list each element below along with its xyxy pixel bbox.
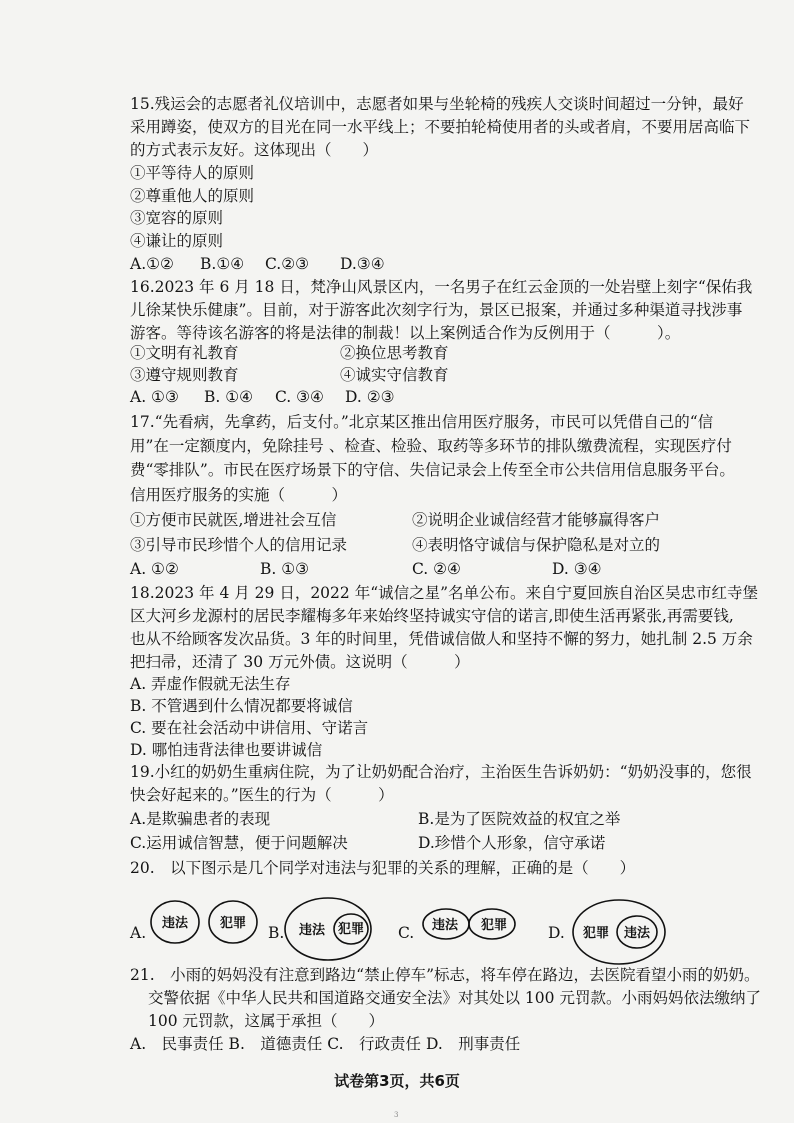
q17-line-4: 信用医疗服务的实施（ ） xyxy=(130,486,348,504)
diagram-d-crime-label: 犯罪 xyxy=(582,926,610,941)
q19-line-1: 19.小红的奶奶生重病住院，为了让奶奶配合治疗，主治医生告诉奶奶：“奶奶没事的，您很 xyxy=(130,763,752,781)
q19-option-c: C.运用诚信智慧，便于问题解决 xyxy=(130,834,348,852)
diagram-b-illegal-label: 违法 xyxy=(298,923,326,938)
q15-item-3: ③宽容的原则 xyxy=(130,209,224,227)
q20-line: 20. 以下图示是几个同学对违法与犯罪的关系的理解，正确的是（ ） xyxy=(130,859,636,877)
q20-letter-a: A. xyxy=(130,924,147,942)
q16-line-2: 儿徐某快乐健康”。目前，对于游客此次刻字行为，景区已报案，并通过多种渠道寻找涉事 xyxy=(130,301,743,319)
q15-line-1: 15.残运会的志愿者礼仪培训中，志愿者如果与坐轮椅的残疾人交谈时间超过一分钟，最好 xyxy=(130,95,744,113)
q17-line-2: 用”在一定额度内，免除挂号 、检查、检验、取药等多环节的排队缴费流程，实现医疗付 xyxy=(130,437,732,455)
q15-line-2: 采用蹲姿，使双方的目光在同一水平线上；不要拍轮椅使用者的头或者肩，不要用居高临下 xyxy=(130,118,751,136)
q15-line-3: 的方式表示友好。这体现出（ ） xyxy=(130,141,379,159)
q19-option-b: B.是为了医院效益的权宜之举 xyxy=(418,810,621,828)
q18-option-c: C. 要在社会活动中讲信用、守诺言 xyxy=(130,719,369,737)
q18-option-b: B. 不管遇到什么情况都要将诚信 xyxy=(130,697,353,715)
diagram-c-crime-label: 犯罪 xyxy=(480,918,508,933)
diagram-a-illegal-label: 违法 xyxy=(161,916,189,931)
q16-line-3: 游客。等待该名游客的将是法律的制裁！以上案例适合作为反例用于（ ）。 xyxy=(130,324,681,342)
diagram-c-illegal-label: 违法 xyxy=(431,918,459,933)
q15-option-d: D.③④ xyxy=(340,255,385,273)
q16-item-4: ④诚实守信教育 xyxy=(340,366,449,384)
q16-item-1: ①文明有礼教育 xyxy=(130,344,239,362)
q18-option-d: D. 哪怕违背法律也要讲诚信 xyxy=(130,741,323,759)
diagram-b-crime-label: 犯罪 xyxy=(337,922,365,937)
q21-line-2: 交警依据《中华人民共和国道路交通安全法》对其处以 100 元罚款。小雨妈妈依法缴纳了 xyxy=(148,989,761,1007)
q16-option-d: D. ②③ xyxy=(345,388,395,406)
q15-item-1: ①平等待人的原则 xyxy=(130,164,255,182)
q16-option-a: A. ①③ xyxy=(130,388,179,406)
q18-line-4: 把扫帚，还清了 30 万元外债。这说明（ ） xyxy=(130,653,470,671)
q17-item-2: ②说明企业诚信经营才能够赢得客户 xyxy=(412,511,661,529)
q21-options: A. 民事责任 B. 道德责任 C. 行政责任 D. 刑事责任 xyxy=(130,1035,521,1053)
q17-option-d: D. ③④ xyxy=(552,560,602,578)
q15-option-a: A.①② xyxy=(130,255,174,273)
q20-letter-c: C. xyxy=(398,924,415,942)
q15-item-4: ④谦让的原则 xyxy=(130,232,224,250)
q17-option-a: A. ①② xyxy=(130,560,179,578)
q20-letter-d: D. xyxy=(548,924,565,942)
q18-line-1: 18.2023 年 4 月 29 日，2022 年“诚信之星”名单公布。来自宁夏回族自治区吴忠市红寺堡 xyxy=(130,584,759,602)
q16-option-c: C. ③④ xyxy=(275,388,324,406)
q17-option-c: C. ②④ xyxy=(412,560,461,578)
q17-line-1: 17.“先看病，先拿药，后支付。”北京某区推出信用医疗服务，市民可以凭借自己的“信 xyxy=(130,413,714,431)
q15-item-2: ②尊重他人的原则 xyxy=(130,187,255,205)
q18-line-2: 区大河乡龙源村的居民李耀梅多年来始终坚持诚实守信的诺言,即使生活再紧张,再需要钱, xyxy=(130,607,734,625)
q16-item-3: ③遵守规则教育 xyxy=(130,366,239,384)
q17-option-b: B. ①③ xyxy=(260,560,310,578)
q17-item-1: ①方便市民就医,增进社会互信 xyxy=(130,511,337,529)
q17-line-3: 费“零排队”。市民在医疗场景下的守信、失信记录会上传至全市公共信用信息服务平台。 xyxy=(130,461,735,479)
page-footer: 试卷第3页，共6页 xyxy=(334,1072,460,1090)
diagram-d-illegal-label: 违法 xyxy=(623,926,651,941)
q16-line-1: 16.2023 年 6 月 18 日，梵净山风景区内，一名男子在红云金顶的一处岩壁上刻字“保佑我 xyxy=(130,278,753,296)
q18-line-3: 也从不给顾客发次品货。3 年的时间里，凭借诚信做人和坚持不懈的努力，她扎制 2.5 万余 xyxy=(130,630,753,648)
q16-item-2: ②换位思考教育 xyxy=(340,344,449,362)
q17-item-4: ④表明恪守诚信与保护隐私是对立的 xyxy=(412,536,661,554)
q16-option-b: B. ①④ xyxy=(204,388,254,406)
q20-letter-b: B. xyxy=(268,924,285,942)
q19-option-d: D.珍惜个人形象，信守承诺 xyxy=(418,834,606,852)
q21-line-3: 100 元罚款，这属于承担（ ） xyxy=(148,1012,385,1030)
q15-option-b: B.①④ xyxy=(200,255,245,273)
q19-line-2: 快会好起来的。”医生的行为（ ） xyxy=(130,786,394,804)
diagram-a-crime-label: 犯罪 xyxy=(219,916,247,931)
q17-item-3: ③引导市民珍惜个人的信用记录 xyxy=(130,536,348,554)
page-mark: 3 xyxy=(394,1111,399,1119)
q18-option-a: A. 弄虚作假就无法生存 xyxy=(130,675,291,693)
q19-option-a: A.是欺骗患者的表现 xyxy=(130,810,271,828)
q15-option-c: C.②③ xyxy=(265,255,310,273)
q21-line-1: 21. 小雨的妈妈没有注意到路边“禁止停车”标志，将车停在路边，去医院看望小雨的奶奶。 xyxy=(130,966,760,984)
